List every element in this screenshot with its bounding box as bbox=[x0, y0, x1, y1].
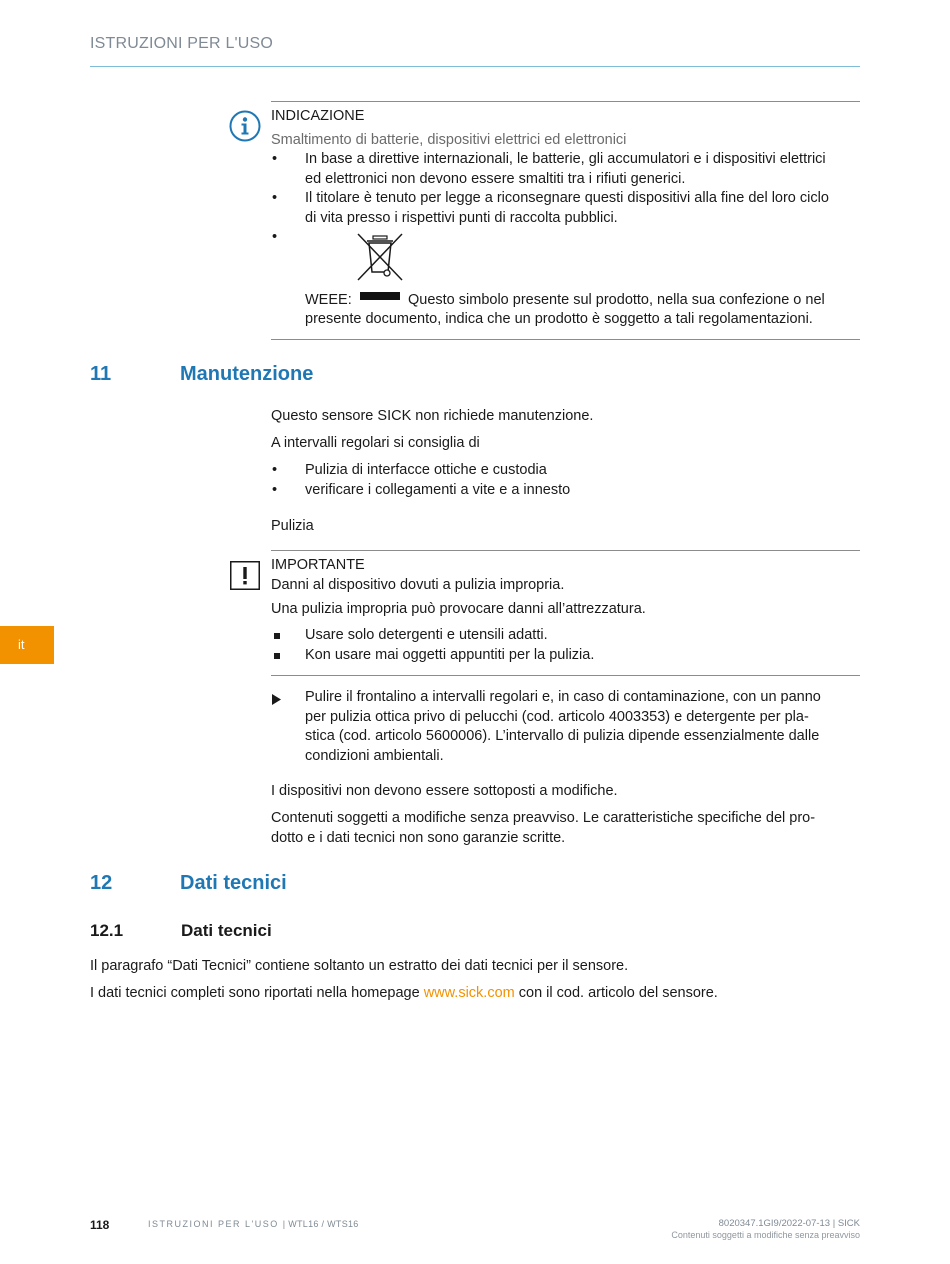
bullet-dot: • bbox=[272, 190, 278, 206]
section-title: Dati tecnici bbox=[180, 872, 287, 894]
sick-website-link[interactable]: www.sick.com bbox=[423, 985, 515, 1001]
bullet-dot: • bbox=[272, 151, 278, 167]
list-item: verificare i collegamenti a vite e a innesto bbox=[305, 482, 571, 498]
page-number: 118 bbox=[90, 1218, 110, 1232]
weee-bar bbox=[360, 292, 400, 300]
step-arrow-icon bbox=[272, 692, 282, 703]
subsection-number: 12.1 bbox=[90, 921, 124, 940]
note-item-2: Il titolare è tenuto per legge a riconsegnare questi dispositivi alla fine del loro ciclo di vita presso i rispettivi punti di raccolta pubblici. bbox=[305, 190, 829, 226]
square-bullet bbox=[274, 633, 280, 639]
running-header: ISTRUZIONI PER L'USO bbox=[90, 35, 274, 52]
exclamation-icon bbox=[230, 561, 260, 590]
subsection-title: Dati tecnici bbox=[181, 921, 272, 940]
square-bullet bbox=[274, 653, 280, 659]
important-text: Una pulizia impropria può provocare danni all’attrezzatura. bbox=[271, 601, 646, 617]
important-top-rule bbox=[271, 550, 860, 551]
note-title: INDICAZIONE bbox=[271, 108, 365, 124]
sub-heading: Pulizia bbox=[271, 518, 314, 534]
paragraph: Il paragrafo “Dati Tecnici” contiene soltanto un estratto dei dati tecnici per il sensore. bbox=[90, 958, 629, 974]
weee-text-line1: Questo simbolo presente sul prodotto, nella sua confezione o nel bbox=[408, 292, 825, 308]
footer-document-title: ISTRUZIONI PER L'USO | WTL16 / WTS16 bbox=[148, 1219, 359, 1229]
footer-document-id: 8020347.1GI9/2022-07-13 | SICK bbox=[718, 1218, 860, 1229]
footer-disclaimer: Contenuti soggetti a modifiche senza preavviso bbox=[671, 1230, 860, 1240]
bullet-dot: • bbox=[272, 482, 278, 498]
weee-label: WEEE: bbox=[305, 292, 352, 308]
list-item: Pulizia di interfacce ottiche e custodia bbox=[305, 462, 547, 478]
note-subtitle: Smaltimento di batterie, dispositivi elettrici ed elettronici bbox=[271, 132, 627, 148]
important-item: Kon usare mai oggetti appuntiti per la pulizia. bbox=[305, 647, 595, 663]
paragraph: A intervalli regolari si consiglia di bbox=[271, 435, 480, 451]
note-item-1: In base a direttive internazionali, le batterie, gli accumulatori e i dispositivi elettrici ed elettronici non devono essere smaltiti tra i rifiuti generici. bbox=[305, 151, 826, 187]
section-title: Manutenzione bbox=[180, 363, 314, 385]
paragraph: I dispositivi non devono essere sottoposti a modifiche. bbox=[271, 783, 618, 799]
note-top-rule bbox=[271, 101, 860, 102]
bullet-dot: • bbox=[272, 229, 278, 245]
important-title: IMPORTANTE bbox=[271, 557, 365, 573]
paragraph: Contenuti soggetti a modifiche senza preavviso. Le caratteristiche specifiche del pro- dotto e i dati tecnici non sono garanzie scritte. bbox=[271, 810, 816, 846]
important-bottom-rule bbox=[271, 675, 860, 676]
paragraph: I dati tecnici completi sono riportati nella homepage www.sick.com con il cod. articolo del sensore. bbox=[90, 985, 718, 1001]
info-icon bbox=[229, 110, 261, 142]
paragraph: Questo sensore SICK non richiede manutenzione. bbox=[271, 408, 594, 424]
header-divider bbox=[90, 66, 860, 67]
instruction-step: Pulire il frontalino a intervalli regolari e, in caso di contaminazione, con un panno per pulizia ottica privo di pelucchi (cod. articolo 4003353) e detergente per pla- stica (cod. articolo 5600006). L’intervallo di pulizia dipende essenzialmente dalle condizioni ambientali. bbox=[305, 689, 821, 764]
section-number: 11 bbox=[90, 363, 112, 385]
section-number: 12 bbox=[90, 872, 113, 894]
weee-text-line2: presente documento, indica che un prodotto è soggetto a tali regolamentazioni. bbox=[305, 311, 813, 327]
language-tab[interactable]: it bbox=[0, 626, 54, 664]
important-subtitle: Danni al dispositivo dovuti a pulizia impropria. bbox=[271, 577, 565, 593]
weee-bin-icon bbox=[354, 232, 406, 282]
important-item: Usare solo detergenti e utensili adatti. bbox=[305, 627, 548, 643]
note-bottom-rule bbox=[271, 339, 860, 340]
bullet-dot: • bbox=[272, 462, 278, 478]
